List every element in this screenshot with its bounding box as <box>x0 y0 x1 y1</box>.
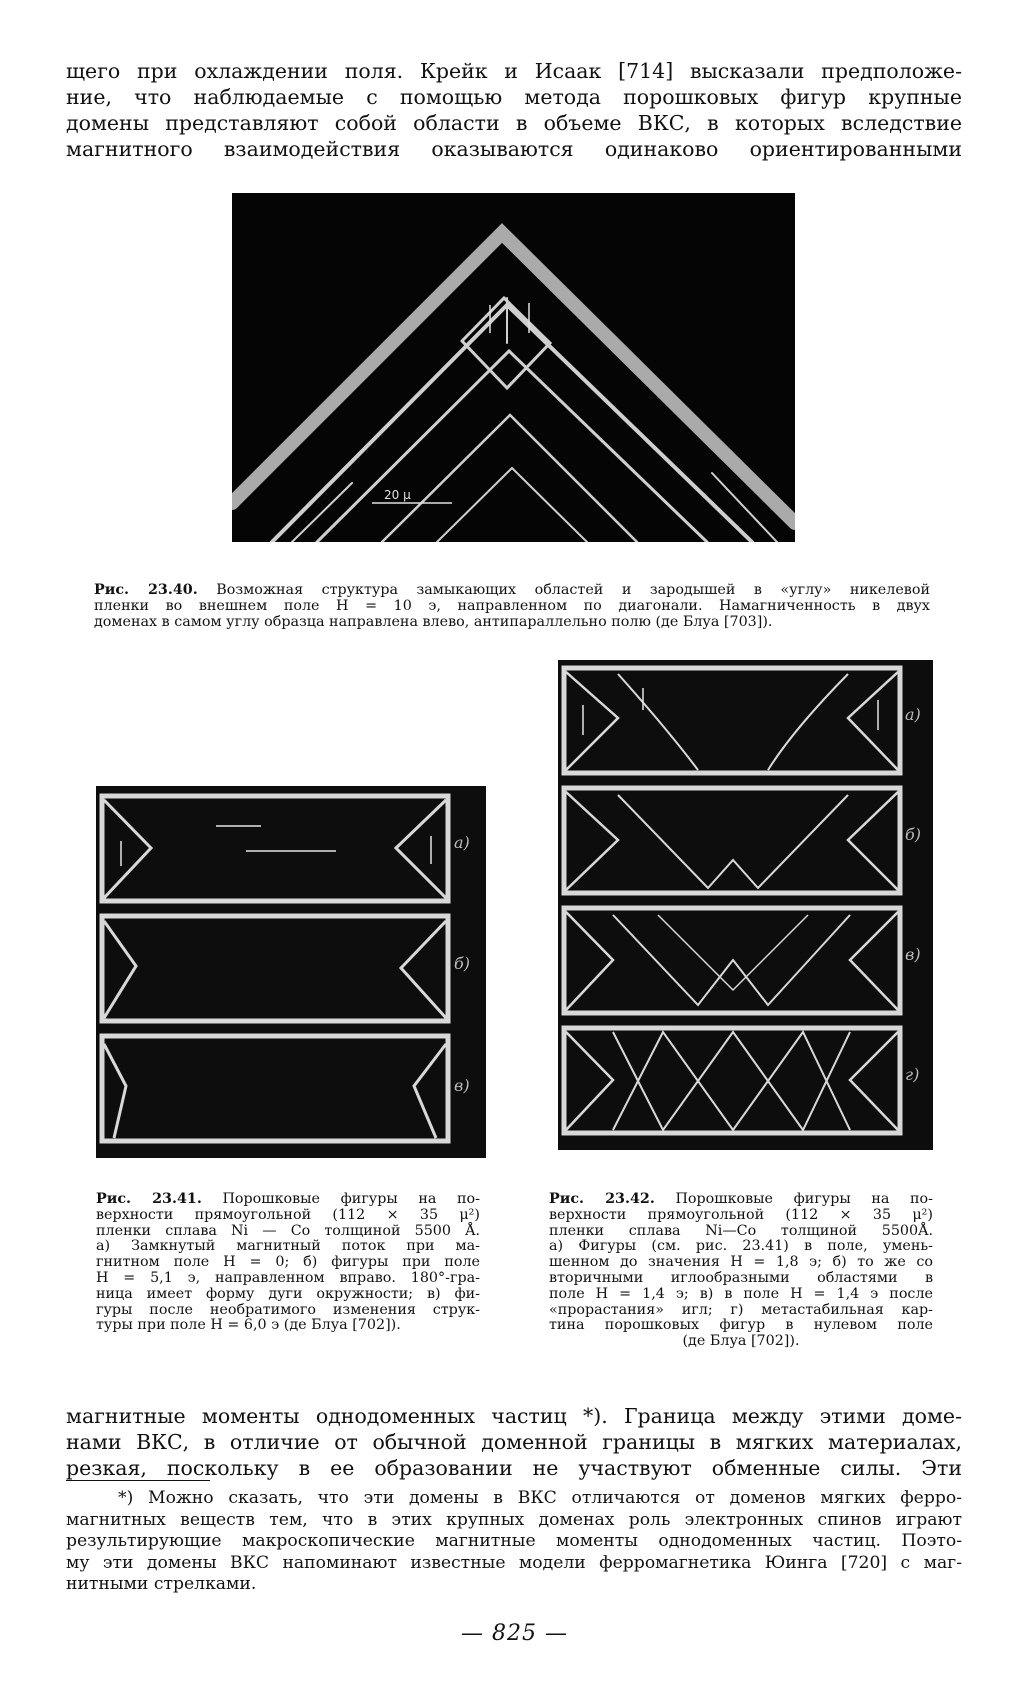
caption-line: пленки сплава Ni — Co толщиной 5500 Å. <box>96 1222 480 1239</box>
figure-23-41-caption <box>96 1192 480 1334</box>
panel-label-c: в) <box>905 945 921 964</box>
footnote-line: *) Можно сказать, что эти домены в ВКС отличаются от доменов мягких ферро- <box>118 1488 962 1508</box>
text-line: ние, что наблюдаемые с помощью метода порошковых фигур крупные <box>66 85 962 109</box>
rectangular-film-panels <box>96 786 486 1158</box>
figure-23-40-caption <box>94 583 930 630</box>
text-line: нами ВКС, в отличие от обычной доменной границы в мягких материалах, <box>66 1430 962 1454</box>
caption-line: верхности прямоугольной (112 × 35 μ²) <box>549 1206 933 1223</box>
caption-line: поле H = 1,4 э; в) в поле H = 1,4 э после <box>549 1285 933 1302</box>
rectangular-film-panels <box>558 660 933 1150</box>
caption-line: (де Блуа [702]). <box>682 1333 800 1350</box>
panel-label-a: а) <box>454 833 470 852</box>
caption-label: Рис. 23.40. <box>94 582 198 598</box>
panel-label-b: б) <box>454 954 471 973</box>
bottom-paragraph <box>66 1403 962 1481</box>
caption-line: туры при поле H = 6,0 э (де Блуа [702]). <box>96 1317 401 1334</box>
figure-23-41-micrograph <box>96 786 486 1158</box>
footnote-line: магнитных веществ тем, что в этих крупных доменах роль электронных спинов играют <box>66 1509 962 1530</box>
figure-23-42-micrograph <box>558 660 933 1150</box>
scale-bar-label: 20 μ <box>384 488 411 502</box>
caption-label: Рис. 23.42. <box>549 1191 655 1207</box>
text-line: щего при охлаждении поля. Крейк и Исаак [714] высказали предположе- <box>66 59 962 83</box>
panel-label-b: б) <box>905 825 922 844</box>
text-line: домены представляют собой области в объеме ВКС, в которых вследствие <box>66 111 962 135</box>
caption-line: а) Фигуры (см. рис. 23.41) в поле, умень- <box>549 1238 933 1255</box>
caption-line: а) Замкнутый магнитный поток при ма- <box>96 1238 480 1255</box>
text-line: магнитного взаимодействия оказываются одинаково ориентированными <box>66 137 962 161</box>
caption-line: пленки во внешнем поле H = 10 э, направленном по диагонали. Намагниченность в двух <box>94 597 930 614</box>
caption-line: пленки сплава Ni—Co толщиной 5500Å. <box>549 1222 933 1239</box>
panel-label-c: в) <box>454 1076 470 1095</box>
caption-line: Порошковые фигуры на по- <box>222 1191 480 1207</box>
footnote-line: нитными стрелками. <box>66 1574 257 1594</box>
caption-line: доменах в самом углу образца направлена влево, антипараллельно полю (де Блуа [703]). <box>94 613 773 630</box>
caption-line: «прорастания» игл; г) метастабильная кар- <box>549 1301 933 1318</box>
domain-corner-image <box>232 193 795 542</box>
footnote <box>66 1488 962 1596</box>
caption-line: Порошковые фигуры на по- <box>675 1191 933 1207</box>
caption-line: шенном до значения H = 1,8 э; б) то же со <box>549 1254 933 1271</box>
caption-line: Возможная структура замыкающих областей и зародышей в «углу» никелевой <box>216 582 930 598</box>
caption-line: вторичными иглообразными областями в <box>549 1269 933 1286</box>
page-number: — 825 — <box>461 1621 568 1646</box>
caption-label: Рис. 23.41. <box>96 1191 202 1207</box>
caption-line: H = 5,1 э, направленном вправо. 180°-гра- <box>96 1269 480 1286</box>
figure-23-42-caption <box>549 1192 933 1350</box>
caption-line: гнитном поле H = 0; б) фигуры при поле <box>96 1254 480 1271</box>
caption-line: гуры после необратимого изменения струк- <box>96 1301 480 1318</box>
caption-line: тина порошковых фигур в нулевом поле <box>549 1317 933 1334</box>
figure-23-40-micrograph <box>232 193 795 542</box>
top-paragraph <box>66 58 962 162</box>
caption-line: верхности прямоугольной (112 × 35 μ²) <box>96 1206 480 1223</box>
footnote-line: результирующие макроскопические магнитные моменты однодоменных частиц. Поэто- <box>66 1531 962 1551</box>
text-line: резкая, поскольку в ее образовании не участвуют обменные силы. Эти <box>66 1456 962 1480</box>
panel-label-d: г) <box>905 1065 920 1084</box>
footnote-divider <box>66 1480 210 1481</box>
caption-line: ница имеет форму дуги окружности; в) фи- <box>96 1285 480 1302</box>
panel-label-a: а) <box>905 705 921 724</box>
footnote-line: му эти домены ВКС напоминают известные модели ферромагнетика Юинга [720] с маг- <box>66 1552 962 1573</box>
text-line: магнитные моменты однодоменных частиц *). Граница между этими доме- <box>66 1404 962 1428</box>
